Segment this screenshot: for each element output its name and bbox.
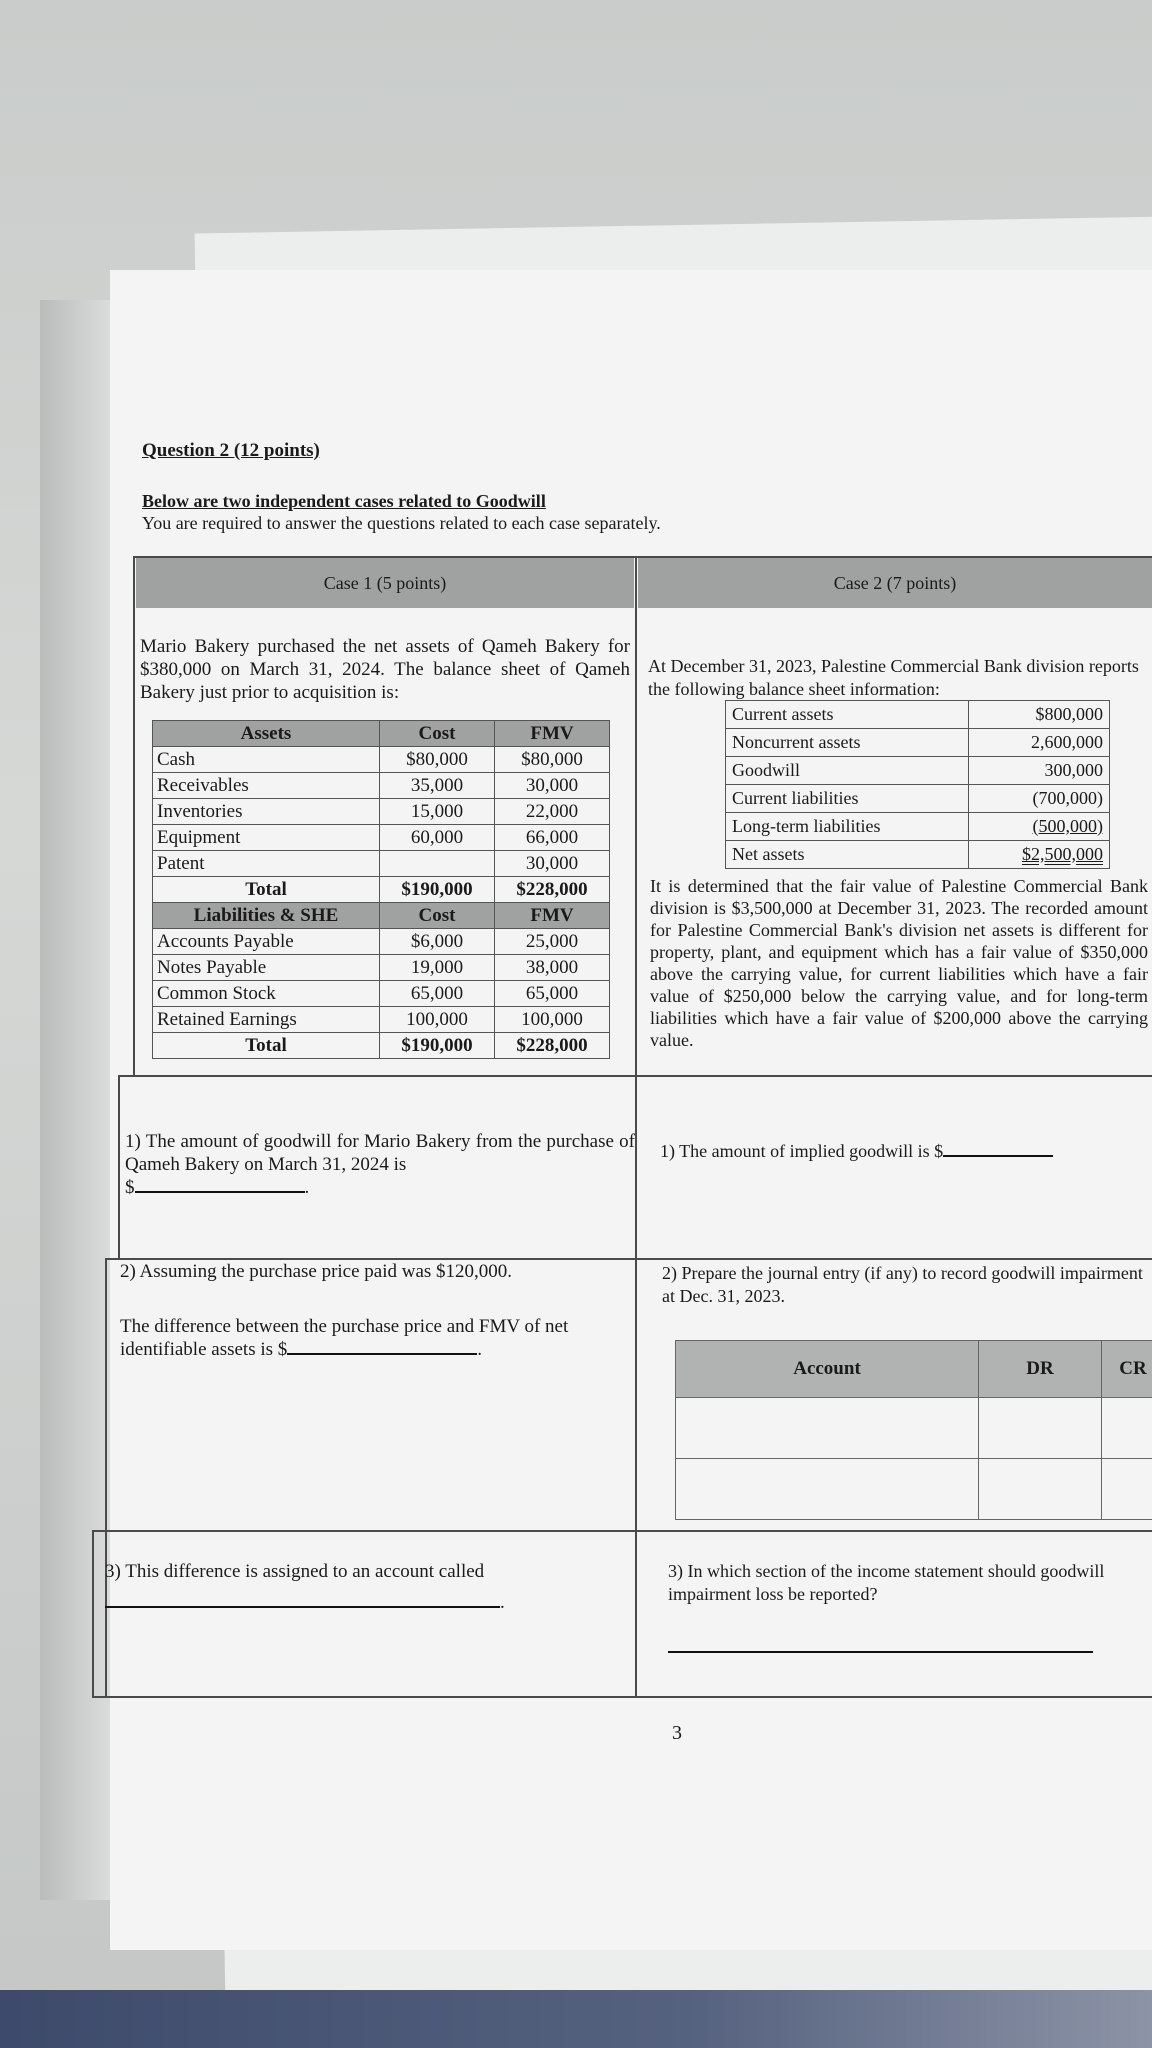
case2-description: At December 31, 2023, Palestine Commercial Bank division reports the following balance sheet information: bbox=[648, 656, 1139, 699]
grid-line bbox=[92, 1530, 94, 1698]
case2-q1 bbox=[660, 1140, 1152, 1163]
cell: 65,000 bbox=[495, 981, 610, 1007]
cell: 22,000 bbox=[495, 799, 610, 825]
cell: Current assets bbox=[726, 701, 969, 729]
je-dr-input[interactable] bbox=[979, 1398, 1102, 1459]
grid-line bbox=[105, 1258, 107, 1698]
cell: 35,000 bbox=[380, 773, 495, 799]
grid-line bbox=[92, 1696, 1152, 1698]
col-header: Cost bbox=[380, 721, 495, 747]
cell: 60,000 bbox=[380, 825, 495, 851]
case1-q1-answer-row: $ . bbox=[125, 1177, 310, 1198]
cell: 19,000 bbox=[380, 955, 495, 981]
cell: Total bbox=[153, 1033, 380, 1059]
cell: $228,000 bbox=[495, 1033, 610, 1059]
cell: Net assets bbox=[726, 841, 969, 869]
cell: 65,000 bbox=[380, 981, 495, 1007]
cell: 30,000 bbox=[495, 773, 610, 799]
cell: Goodwill bbox=[726, 757, 969, 785]
je-account-input[interactable] bbox=[676, 1398, 979, 1459]
intro-text: You are required to answer the questions related to each case separately. bbox=[142, 513, 661, 533]
cell: Cash bbox=[153, 747, 380, 773]
case1-q3-answer-blank[interactable] bbox=[105, 1606, 500, 1608]
cell: $800,000 bbox=[968, 701, 1109, 729]
cell: $6,000 bbox=[380, 929, 495, 955]
case1-q1 bbox=[125, 1130, 635, 1199]
cell: $80,000 bbox=[380, 747, 495, 773]
je-cr-input[interactable] bbox=[1102, 1459, 1152, 1520]
je-account-input[interactable] bbox=[676, 1459, 979, 1520]
case1-q3: 3) This difference is assigned to an account called . bbox=[105, 1560, 635, 1614]
col-header: Liabilities & SHE bbox=[153, 903, 380, 929]
case1-q2-answer-blank[interactable] bbox=[287, 1353, 477, 1355]
grid-line bbox=[92, 1530, 1152, 1532]
question-title: Question 2 (12 points) bbox=[142, 440, 320, 461]
cell: (700,000) bbox=[968, 785, 1109, 813]
cell: 300,000 bbox=[968, 757, 1109, 785]
journal-entry-table bbox=[675, 1340, 1152, 1520]
table-row bbox=[726, 785, 1110, 813]
grid-line bbox=[118, 1075, 1152, 1077]
cell: (500,000) bbox=[968, 813, 1109, 841]
case2-q1-text: 1) The amount of implied goodwill is $ bbox=[660, 1141, 944, 1161]
case2-q3 bbox=[668, 1560, 1152, 1659]
case2-heading: Case 2 (7 points) bbox=[638, 558, 1152, 608]
col-header: Assets bbox=[153, 721, 380, 747]
cell: Common Stock bbox=[153, 981, 380, 1007]
grid-line bbox=[133, 556, 135, 1076]
cell: $190,000 bbox=[380, 877, 495, 903]
cell: Inventories bbox=[153, 799, 380, 825]
cell: 66,000 bbox=[495, 825, 610, 851]
page-number: 3 bbox=[672, 1722, 682, 1744]
grid-line bbox=[118, 1075, 120, 1260]
table-row bbox=[726, 729, 1110, 757]
table-row-total bbox=[153, 1033, 610, 1059]
cell: Receivables bbox=[153, 773, 380, 799]
cell: $80,000 bbox=[495, 747, 610, 773]
cell: 30,000 bbox=[495, 851, 610, 877]
cell: 15,000 bbox=[380, 799, 495, 825]
je-col-dr: DR bbox=[979, 1341, 1102, 1398]
intro-heading: Below are two independent cases related to Goodwill bbox=[142, 491, 546, 511]
case1-heading: Case 1 (5 points) bbox=[136, 558, 634, 608]
table-row bbox=[153, 773, 610, 799]
bottom-fabric bbox=[0, 1990, 1152, 2048]
je-row bbox=[676, 1398, 1152, 1459]
case2-q1-answer-blank[interactable] bbox=[943, 1155, 1053, 1157]
cell: 100,000 bbox=[495, 1007, 610, 1033]
table-row bbox=[153, 799, 610, 825]
cell: Total bbox=[153, 877, 380, 903]
intro bbox=[142, 490, 661, 534]
case1-q2b: The difference between the purchase price and FMV of net identifiable assets is $ . bbox=[120, 1316, 569, 1360]
cell: Notes Payable bbox=[153, 955, 380, 981]
je-dr-input[interactable] bbox=[979, 1459, 1102, 1520]
case1-description: Mario Bakery purchased the net assets of Qameh Bakery for $380,000 on March 31, 2024. The balance sheet of Qameh Bakery just prior to acquisition is: bbox=[140, 636, 630, 703]
case2-q3-answer-blank[interactable] bbox=[668, 1651, 1093, 1653]
case1-q2: 2) Assuming the purchase price paid was $120,000. bbox=[120, 1261, 513, 1282]
cell: 38,000 bbox=[495, 955, 610, 981]
cell: 2,600,000 bbox=[968, 729, 1109, 757]
grid-line bbox=[635, 556, 637, 1696]
case2-q2: 2) Prepare the journal entry (if any) to record goodwill impairment at Dec. 31, 2023. bbox=[662, 1263, 1143, 1306]
table-row bbox=[153, 747, 610, 773]
cell: Long-term liabilities bbox=[726, 813, 969, 841]
case2-q3-text: 3) In which section of the income statement should goodwill impairment loss be reported? bbox=[668, 1561, 1105, 1604]
cell bbox=[380, 851, 495, 877]
dollar-sign: $ bbox=[125, 1177, 135, 1198]
case1-q3-text: 3) This difference is assigned to an account called bbox=[105, 1561, 485, 1582]
table-row bbox=[726, 701, 1110, 729]
cell: Equipment bbox=[153, 825, 380, 851]
je-cr-input[interactable] bbox=[1102, 1398, 1152, 1459]
table-row bbox=[153, 955, 610, 981]
table-row bbox=[153, 929, 610, 955]
table-row bbox=[153, 825, 610, 851]
table-row bbox=[726, 841, 1110, 869]
case2-paragraph: It is determined that the fair value of Palestine Commercial Bank division is $3,500,000 at December 31, 2023. The recorded amount for Palestine Commercial Bank's division net assets is different for property, plant, and equipment which has a fair value of $350,000 above the carrying value, for current liabilities which have a fair value of $250,000 below the carrying value, and for long-term liabilities which have a fair value of $200,000 above the carrying value. bbox=[650, 876, 1148, 1050]
cell: Accounts Payable bbox=[153, 929, 380, 955]
col-header: FMV bbox=[495, 721, 610, 747]
cell: 100,000 bbox=[380, 1007, 495, 1033]
table-row bbox=[153, 981, 610, 1007]
case1-q1-text: 1) The amount of goodwill for Mario Bakery from the purchase of Qameh Bakery on March 31, 2024 is bbox=[125, 1131, 635, 1175]
je-row bbox=[676, 1459, 1152, 1520]
cell: $2,500,000 bbox=[968, 841, 1109, 869]
case1-q1-answer-blank[interactable] bbox=[135, 1191, 305, 1193]
table-row bbox=[726, 813, 1110, 841]
je-col-cr: CR bbox=[1102, 1341, 1152, 1398]
table-row bbox=[153, 1007, 610, 1033]
case2-balance-table bbox=[725, 700, 1110, 869]
cell: Current liabilities bbox=[726, 785, 969, 813]
table-row-total bbox=[153, 877, 610, 903]
cell: Retained Earnings bbox=[153, 1007, 380, 1033]
cell: $228,000 bbox=[495, 877, 610, 903]
case1-balance-sheet bbox=[152, 720, 610, 1059]
table-row bbox=[726, 757, 1110, 785]
cell: Noncurrent assets bbox=[726, 729, 969, 757]
cell: 25,000 bbox=[495, 929, 610, 955]
cell: Patent bbox=[153, 851, 380, 877]
cell: $190,000 bbox=[380, 1033, 495, 1059]
col-header: FMV bbox=[495, 903, 610, 929]
je-col-account: Account bbox=[676, 1341, 979, 1398]
col-header: Cost bbox=[380, 903, 495, 929]
case1-q2b-text: The difference between the purchase price and FMV of net identifiable assets is $ bbox=[120, 1316, 569, 1360]
table-row bbox=[153, 851, 610, 877]
